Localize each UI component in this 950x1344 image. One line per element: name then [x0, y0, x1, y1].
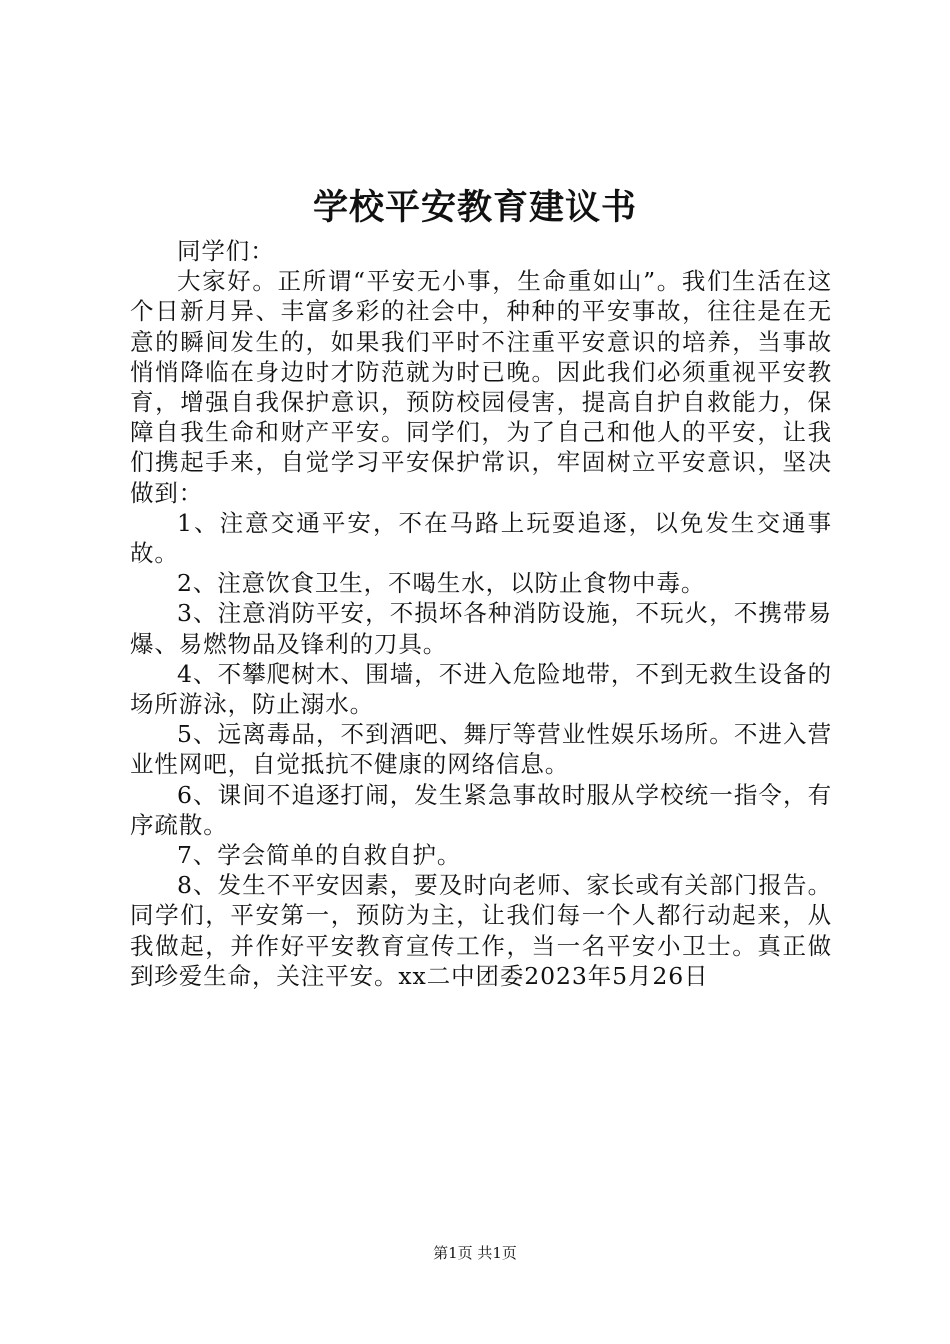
salutation: 同学们： — [177, 237, 275, 265]
rule-item-4: 4、不攀爬树木、围墙，不进入危险地带，不到无救生设备的场所游泳，防止溺水。 — [130, 659, 832, 719]
rule-item-8-and-closing: 8、发生不平安因素，要及时向老师、家长或有关部门报告。同学们，平安第一，预防为主，让我们每一个人都行动起来，从我做起，并作好平安教育宣传工作，当一名平安小卫士。真正做到珍爱生命，关注平安。xx二中团委2023年5月26日 — [130, 871, 832, 990]
rule-item-6: 6、课间不追逐打闹，发生紧急事故时服从学校统一指令，有序疏散。 — [130, 780, 832, 839]
rule-item-7: 7、学会简单的自救自护。 — [177, 841, 462, 870]
rule-item-5: 5、远离毒品，不到酒吧、舞厅等营业性娱乐场所。不进入营业性网吧，自觉抵抗不健康的网络信息。 — [130, 720, 832, 779]
rule-item-3: 3、注意消防平安，不损坏各种消防设施，不玩火，不携带易爆、易燃物品及锋利的刀具。 — [130, 599, 832, 658]
rule-item-1: 1、注意交通平安，不在马路上玩耍追逐，以免发生交通事故。 — [130, 508, 832, 568]
intro-paragraph: 大家好。正所谓“平安无小事，生命重如山”。我们生活在这个日新月异、丰富多彩的社会中，种种的平安事故，往往是在无意的瞬间发生的，如果我们平时不注重平安意识的培养，当事故悄悄降临在身边时才防范就为时已晚。因此我们必须重视平安教育，增强自我保护意识，预防校园侵害，提高自护自救能力，保障自我生命和财产平安。同学们，为了自己和他人的平安，让我们携起手来，自觉学习平安保护常识，牢固树立平安意识，坚决做到： — [130, 267, 832, 507]
rule-item-2: 2、注意饮食卫生，不喝生水，以防止食物中毒。 — [177, 569, 706, 598]
document-title: 学校平安教育建议书 — [312, 187, 637, 228]
document-body — [130, 236, 832, 991]
page-number-footer: 第1页 共1页 — [433, 1244, 517, 1262]
